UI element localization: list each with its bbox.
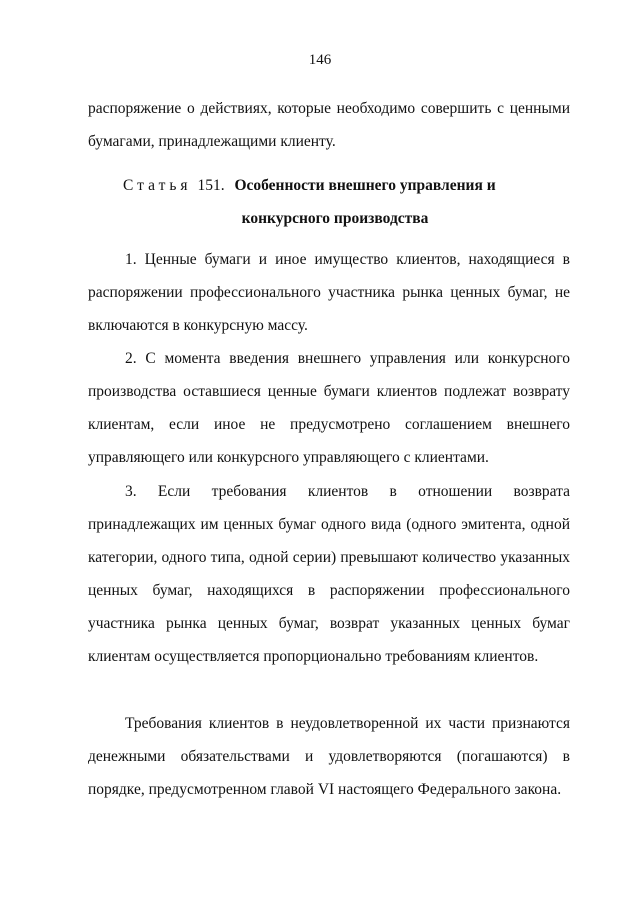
article-label: Статья: [123, 177, 192, 194]
paragraph-1: 1. Ценные бумаги и иное имущество клиентов, находящиеся в распоряжении профессионального участника рынка ценных бумаг, не включаются в конкурсную массу.: [88, 251, 570, 334]
article-title-line2: конкурсного производства: [241, 210, 429, 227]
paragraph-2: 2. С момента введения внешнего управления или конкурсного производства оставшиеся ценные бумаги клиентов подлежат возврату клиентам, если иное не предусмотрено соглашением внешнего управляющего или конкурсного управляющего с клиентами.: [88, 350, 570, 466]
paragraph-4: Требования клиентов в неудовлетворенной их части признаются денежными обязательствами и удовлетворяются (погашаются) в порядке, предусмотренном главой VI настоящего Федерального закона.: [88, 715, 570, 798]
intro-paragraph: распоряжение о действиях, которые необходимо совершить с ценными бумагами, принадлежащими клиенту.: [88, 100, 570, 150]
paragraph-4-block: [88, 707, 570, 806]
article-heading-continued: [88, 202, 570, 235]
page-number: 146: [308, 52, 332, 68]
paragraph-1-block: [88, 243, 570, 342]
paragraph-3-block: [88, 475, 570, 673]
article-number: 151.: [197, 177, 225, 194]
paragraph-2-block: [88, 342, 570, 474]
article-title-line1: Особенности внешнего управления и: [234, 177, 496, 194]
intro-text-block: [88, 92, 570, 158]
paragraph-3: 3. Если требования клиентов в отношении возврата принадлежащих им ценных бумаг одного вида (одного эмитента, одной категории, одного типа, одной серии) превышают количество указанных ценных бумаг, находящихся в распоряжении профессионального участника рынка ценных бумаг, возврат указанных ценных бумаг клиентам осуществляется пропорционально требованиям клиентов.: [88, 483, 570, 665]
article-heading: [88, 169, 570, 202]
article-heading-line1: [88, 169, 570, 202]
